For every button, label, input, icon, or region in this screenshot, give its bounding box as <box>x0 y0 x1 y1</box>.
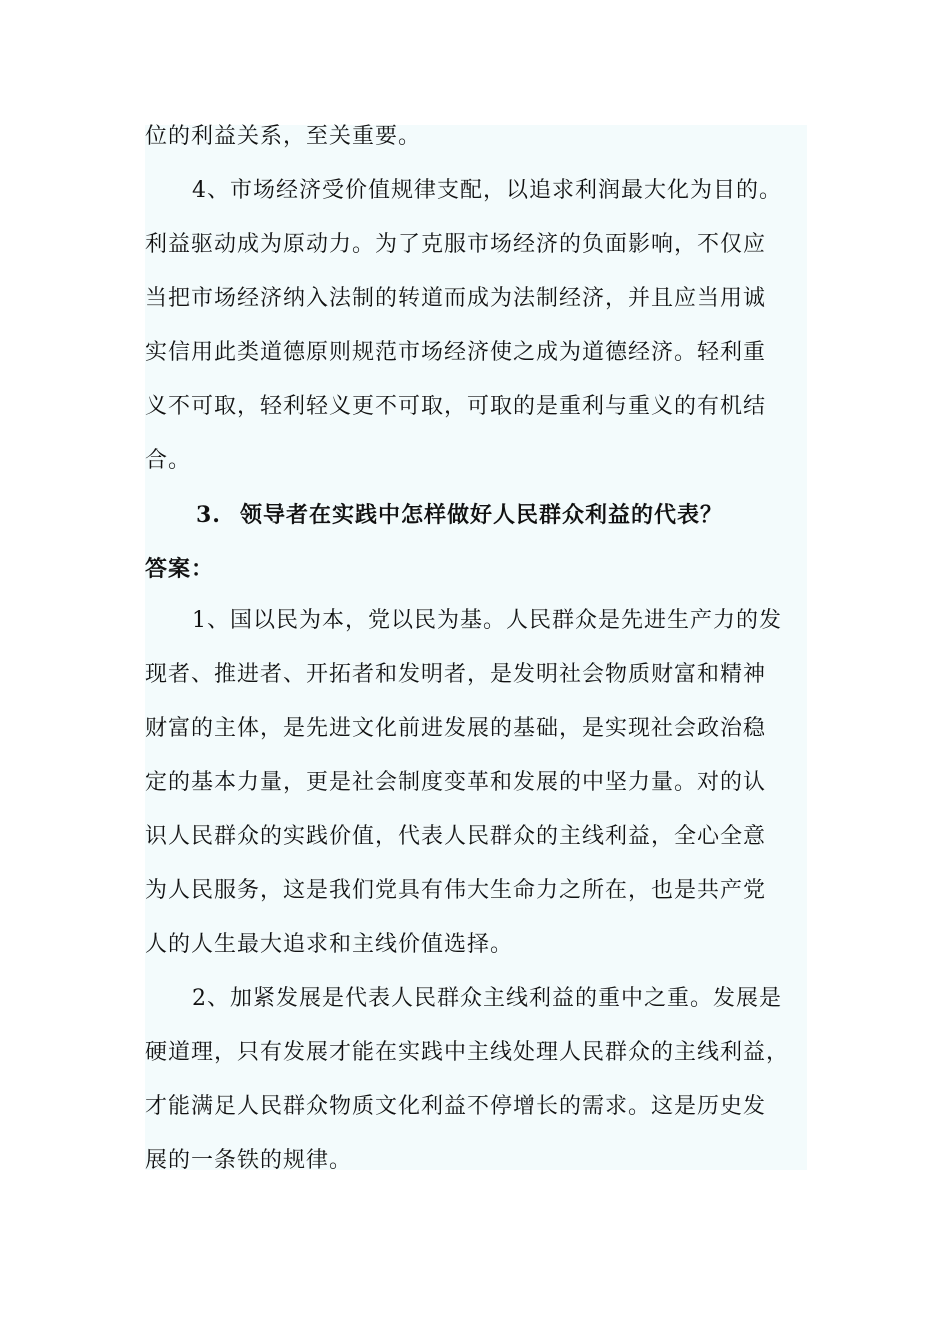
paragraph-line: 合。 <box>145 448 192 473</box>
paragraph-line: 定的基本力量，更是社会制度变革和发展的中坚力量。对的认 <box>145 770 767 795</box>
paragraph-line: 2、加紧发展是代表人民群众主线利益的重中之重。发展是 <box>192 986 782 1011</box>
paragraph-line: 4、市场经济受价值规律支配，以追求利润最大化为目的。 <box>192 178 782 203</box>
paragraph-line: 识人民群众的实践价值，代表人民群众的主线利益，全心全意 <box>145 824 767 849</box>
answer-label: 答案： <box>145 556 215 582</box>
paragraph-line: 人的人生最大追求和主线价值选择。 <box>145 932 514 957</box>
paragraph-line: 硬道理，只有发展才能在实践中主线处理人民群众的主线利益， <box>145 1040 790 1065</box>
question-heading <box>196 488 807 542</box>
paragraph-line: 才能满足人民群众物质文化利益不停增长的需求。这是历史发 <box>145 1094 767 1119</box>
paragraph-line: 财富的主体，是先进文化前进发展的基础，是实现社会政治稳 <box>145 716 767 741</box>
paragraph-line: 实信用此类道德原则规范市场经济使之成为道德经济。轻利重 <box>145 340 767 365</box>
paragraph-line: 1、国以民为本，党以民为基。人民群众是先进生产力的发 <box>192 608 782 633</box>
paragraph-line: 义不可取，轻利轻义更不可取，可取的是重利与重义的有机结 <box>145 394 767 419</box>
paragraph-line: 现者、推进者、开拓者和发明者，是发明社会物质财富和精神 <box>145 662 767 687</box>
question-text: 领导者在实践中怎样做好人民群众利益的代表？ <box>240 502 724 528</box>
paragraph-line: 利益驱动成为原动力。为了克服市场经济的负面影响，不仅应 <box>145 232 767 257</box>
paragraph-line: 位的利益关系，至关重要。 <box>145 124 422 149</box>
question-number: 3. <box>196 502 221 528</box>
paragraph-line: 为人民服务，这是我们党具有伟大生命力之所在，也是共产党 <box>145 878 767 903</box>
paragraph-line: 展的一条铁的规律。 <box>145 1148 353 1173</box>
paragraph-line: 当把市场经济纳入法制的转道而成为法制经济，并且应当用诚 <box>145 286 767 311</box>
